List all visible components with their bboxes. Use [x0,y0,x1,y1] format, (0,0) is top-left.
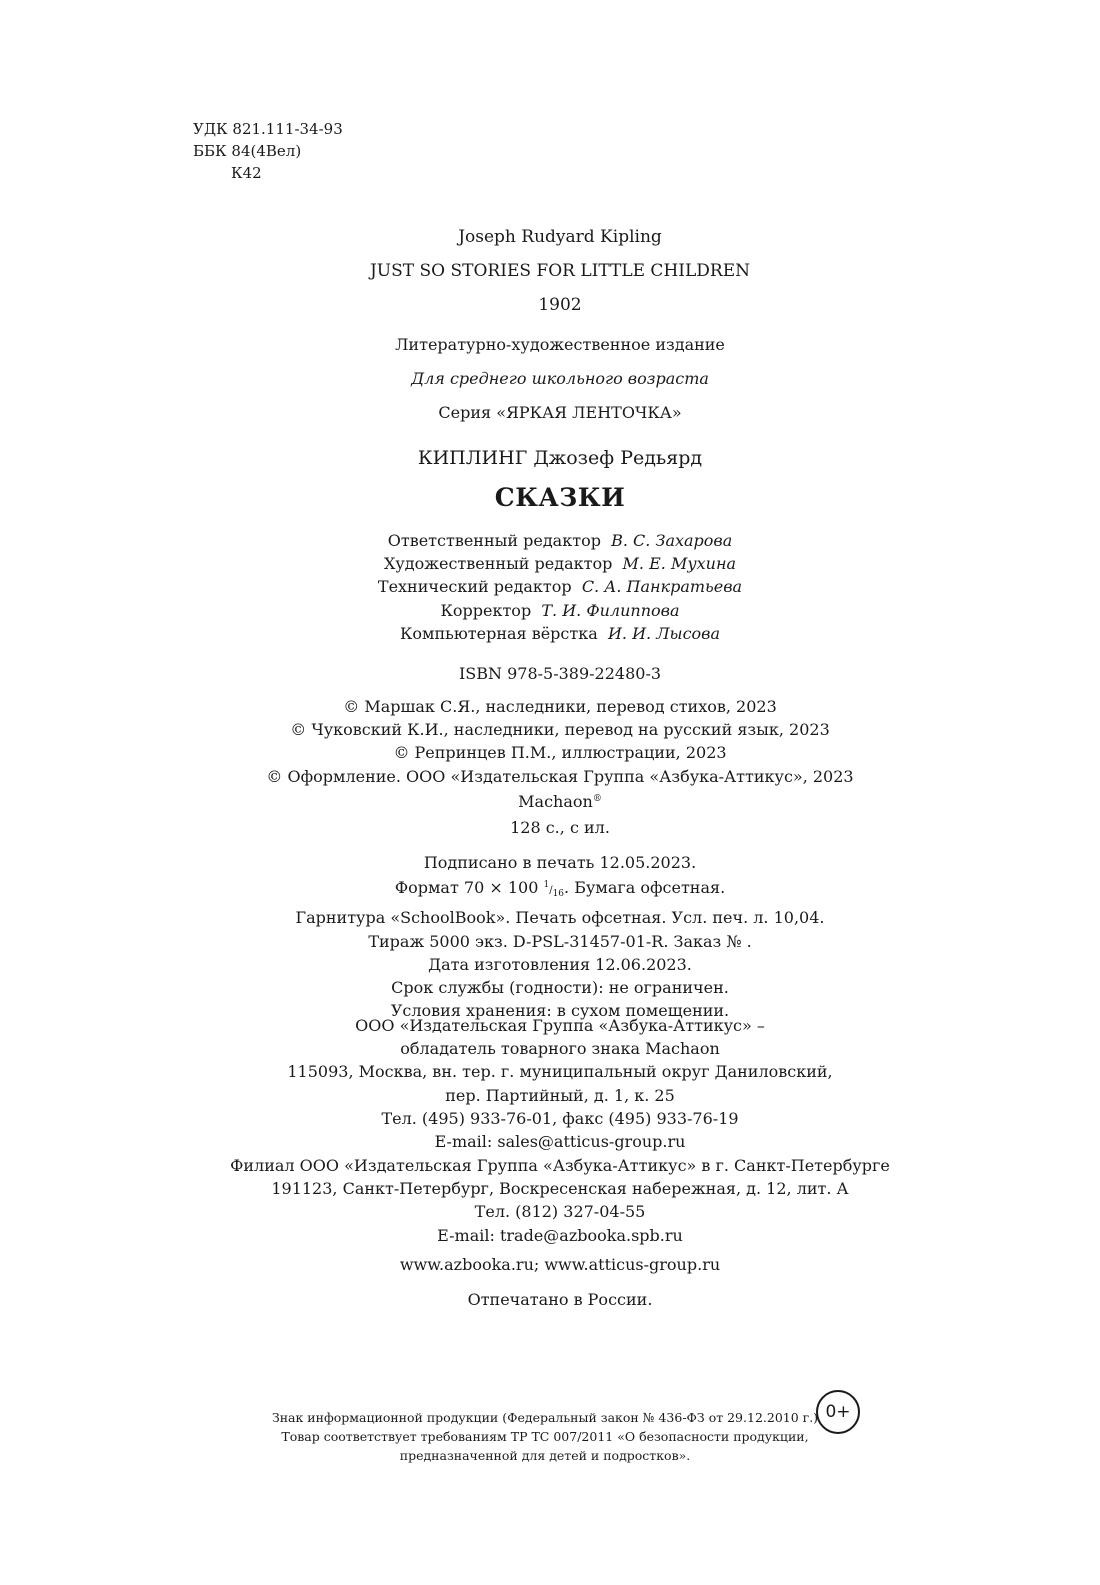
compliance-notice: Товар соответствует требованиям ТР ТС 007/2011 «О безопасности продукции, [281,1429,809,1444]
format-numerator: 1 [543,880,550,891]
staff-role: Компьютерная вёрстка [399,623,598,643]
copyright-line: © Маршак С.Я., наследники, перевод стихов, 2023 [343,697,777,716]
typeface: Гарнитура «SchoolBook». Печать офсетная. Усл. печ. л. 10,04. [295,908,825,928]
shelf-life: Срок службы (годности): не ограничен. [391,978,729,998]
format: Формат 70 × 100 $^1/_{16}$. Бумага офсетная. [394,878,726,900]
staff-name: И. И. Лысова [607,623,721,643]
staff-role: Ответственный редактор [387,531,601,550]
staff-line [60,599,1060,622]
branch-line: Тел. (812) 327-04-55 [474,1202,646,1222]
storage-conditions: Условия хранения: в сухом помещении. [390,1001,730,1021]
signed-date: Подписано в печать 12.05.2023. [423,853,697,872]
staff-name: Т. И. Филиппова [541,600,680,620]
publisher-line: Тел. (495) 933-76-01, факс (495) 933-76-19 [381,1108,739,1128]
law-notice: Знак информационной продукции (Федеральный закон № 436-ФЗ от 29.12.2010 г.) [271,1410,819,1425]
format-denominator: 16 [552,889,565,900]
original-title: JUST SO STORIES FOR LITTLE CHILDREN [369,261,750,281]
manufacture-date: Дата изготовления 12.06.2023. [428,954,692,974]
author-mark: К42 [231,164,262,182]
author-ru: КИПЛИНГ Джозеф Редьярд [417,447,703,469]
printed-in: Отпечатано в России. [467,1290,653,1309]
branch-block [60,1154,1060,1247]
branch-line: Филиал ООО «Издательская Группа «Азбука-Аттикус» в г. Санкт-Петербурге [230,1156,890,1175]
publisher-line: 115093, Москва, вн. тер. г. муниципальный округ Даниловский, [287,1062,833,1082]
staff-name: С. А. Панкратьева [581,577,743,597]
original-author: Joseph Rudyard Kipling [458,227,662,247]
staff-line [60,529,1060,552]
copyright-line: © Оформление. ООО «Издательская Группа «Азбука-Аттикус», 2023 [266,766,854,786]
publisher-line: ООО «Издательская Группа «Азбука-Аттикус» – [355,1016,765,1035]
format-prefix: Формат 70 × 100 [394,878,539,898]
bbk-code: ББК 84(4Вел) [193,142,302,160]
staff-role: Технический редактор [377,577,572,597]
footer-notice [210,1408,880,1465]
copyright-block [60,695,1060,813]
print-run: Тираж 5000 экз. D-PSL-31457-01-R. Заказ № . [368,931,752,951]
publisher-block [60,1014,1060,1153]
branch-line: 191123, Санкт-Петербург, Воскресенская набережная, д. 12, лит. А [271,1179,849,1199]
staff-name: В. С. Захарова [611,531,733,550]
staff-line [60,622,1060,645]
branch-email: E-mail: trade@azbooka.spb.ru [437,1225,683,1245]
publisher-email: E-mail: sales@atticus-group.ru [434,1132,686,1152]
compliance-notice-2: предназначенной для детей и подростков». [399,1448,691,1463]
websites: www.azbooka.ru; www.atticus-group.ru [399,1255,721,1274]
original-year: 1902 [538,295,582,315]
book-title: СКАЗКИ [494,483,626,512]
series: Серия «ЯРКАЯ ЛЕНТОЧКА» [438,403,682,422]
registered-mark: ® [592,793,602,804]
staff-line [60,575,1060,598]
age-rating-badge: 0+ [816,1390,860,1434]
copyright-line: © Репринцев П.М., иллюстрации, 2023 [393,743,727,763]
copyright-line: © Чуковский К.И., наследники, перевод на русский язык, 2023 [290,720,830,740]
publisher-line: пер. Партийный, д. 1, к. 25 [445,1085,675,1105]
original-edition [60,220,1060,322]
edition-info [60,328,1060,430]
staff-role: Художественный редактор [383,554,613,574]
staff-role: Корректор [440,600,532,620]
page-count: 128 с., с ил. [510,818,610,837]
imprint-name: Machaon [518,791,593,811]
imprint [60,788,1060,813]
staff-line [60,552,1060,575]
staff-list [60,529,1060,645]
udk-code: УДК 821.111-34-93 [193,120,343,138]
classification-block [193,118,343,184]
edition-type: Литературно-художественное издание [395,335,725,354]
technical-info [60,851,1060,1022]
audience: Для среднего школьного возраста [411,369,709,388]
format-suffix: . Бумага офсетная. [564,878,726,898]
isbn: ISBN 978-5-389-22480-3 [458,664,662,683]
publisher-line: обладатель товарного знака Machaon [400,1039,720,1059]
staff-name: М. Е. Мухина [622,554,737,574]
